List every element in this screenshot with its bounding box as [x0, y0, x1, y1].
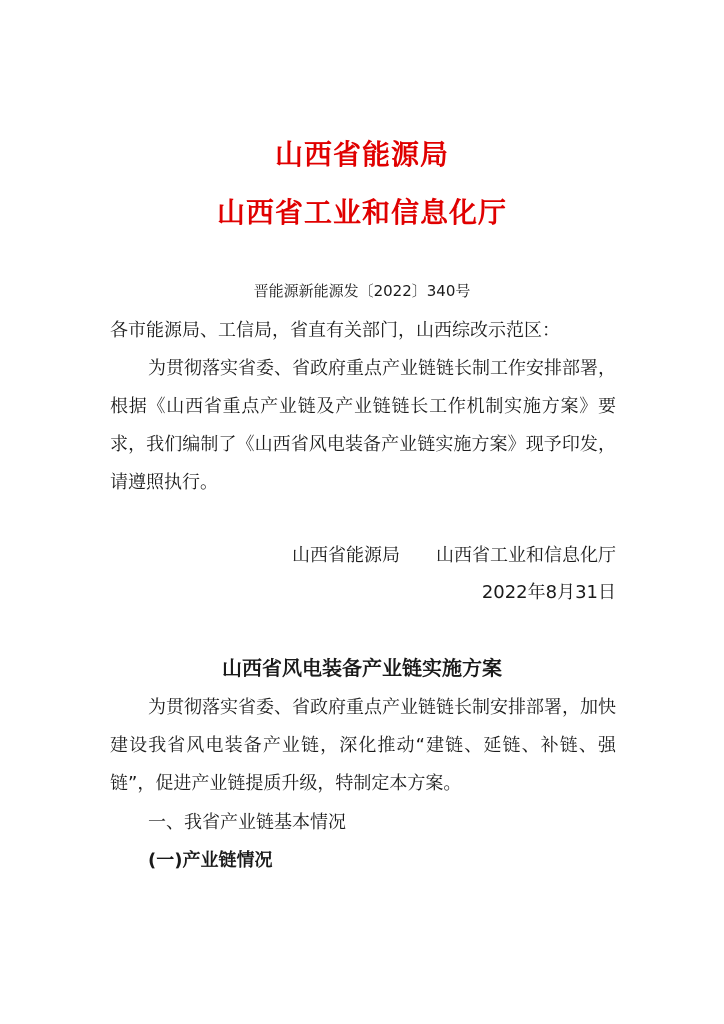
document-number: 晋能源新能源发〔2022〕340号: [253, 282, 471, 300]
notice-body: 为贯彻落实省委、省政府重点产业链链长制工作安排部署，根据《山西省重点产业链及产业链链长工作机制实施方案》要求，我们编制了《山西省风电装备产业链实施方案》现予印发，请遵照执行。: [110, 358, 616, 493]
plan-title: 山西省风电装备产业链实施方案: [222, 656, 502, 680]
section-heading-1-1: (一)产业链情况: [148, 850, 273, 871]
signature-org-energy: 山西省能源局: [292, 545, 400, 566]
issuer-title-industry-dept: 山西省工业和信息化厅: [216, 196, 507, 229]
signature-org-industry: 山西省工业和信息化厅: [436, 545, 616, 566]
signature-date: 2022年8月31日: [481, 582, 616, 603]
issuer-title-energy-bureau: 山西省能源局: [274, 138, 449, 171]
plan-intro: 为贯彻落实省委、省政府重点产业链链长制安排部署，加快建设我省风电装备产业链，深化推动“建链、延链、补链、强链”，促进产业链提质升级，特制定本方案。: [110, 697, 616, 794]
signature-orgs: [292, 544, 616, 568]
addressee: 各市能源局、工信局，省直有关部门，山西综改示范区：: [110, 320, 560, 341]
section-heading-1: 一、我省产业链基本情况: [148, 812, 346, 833]
